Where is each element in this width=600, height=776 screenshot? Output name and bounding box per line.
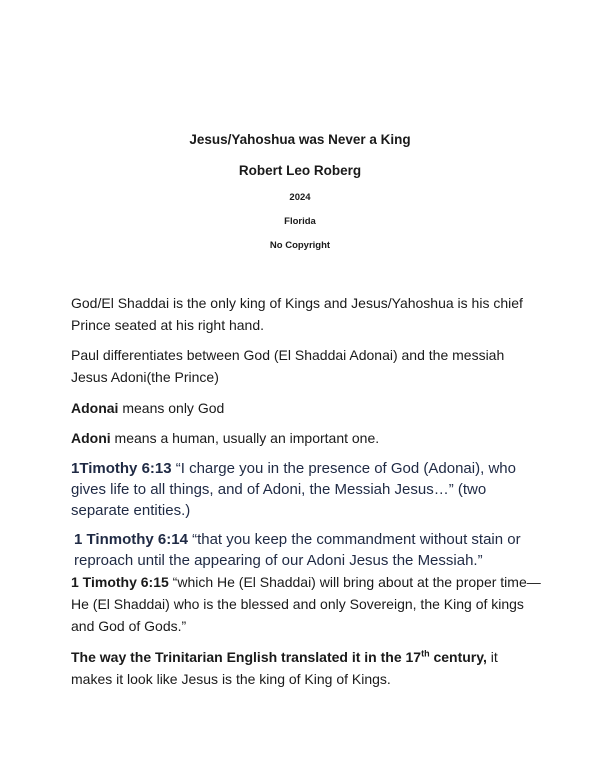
verse-reference: 1 Timothy 6:15 xyxy=(71,574,169,590)
definition-adoni: means a human, usually an important one. xyxy=(110,430,380,446)
paragraph-paul: Paul differentiates between God (El Shaddai Adonai) and the messiah Jesus Adoni(the Prince) xyxy=(71,347,505,385)
author-name: Robert Leo Roberg xyxy=(238,163,362,178)
copyright-notice: No Copyright xyxy=(269,240,331,251)
document-title: Jesus/Yahoshua was Never a King xyxy=(189,132,411,147)
quote-1-timothy-6-14 xyxy=(71,529,544,571)
verse-reference: 1Timothy 6:13 xyxy=(71,460,172,477)
quote-1-timothy-6-15 xyxy=(71,571,541,637)
definition-adonai: means only God xyxy=(118,400,225,416)
quote-1-timothy-6-13 xyxy=(71,458,541,521)
verse-text: “which He (El Shaddai) will bring about at the proper time—He (El Shaddai) who is the blessed and only Sovereign, the King of kings and God of Gods.” xyxy=(71,574,541,634)
verse-reference: 1 Tinmothy 6:14 xyxy=(74,531,188,548)
paragraph-intro: God/El Shaddai is the only king of Kings and Jesus/Yahoshua is his chief Prince seated at his right hand. xyxy=(71,295,523,333)
term-adoni: Adoni xyxy=(71,430,111,446)
paragraph-translation-note xyxy=(71,646,541,690)
verse-text: “I charge you in the presence of God (Adonai), who gives life to all things, and of Adoni, the Messiah Jesus…” (two separate entities.) xyxy=(71,460,516,519)
note-bold-century: century, xyxy=(429,649,487,665)
verse-text: “that you keep the commandment without stain or reproach until the appearing of our Adoni Jesus the Messiah.” xyxy=(74,531,521,569)
paragraph-adonai xyxy=(71,397,541,419)
paragraph-adoni xyxy=(71,427,541,449)
year: 2024 xyxy=(289,192,311,203)
ordinal-suffix: th xyxy=(421,648,430,659)
term-adonai: Adonai xyxy=(71,400,119,416)
place: Florida xyxy=(284,216,316,227)
note-bold-lead: The way the Trinitarian English translated it in the 17 xyxy=(71,649,422,665)
note-text: it makes it look like Jesus is the king of King of Kings. xyxy=(71,649,498,687)
